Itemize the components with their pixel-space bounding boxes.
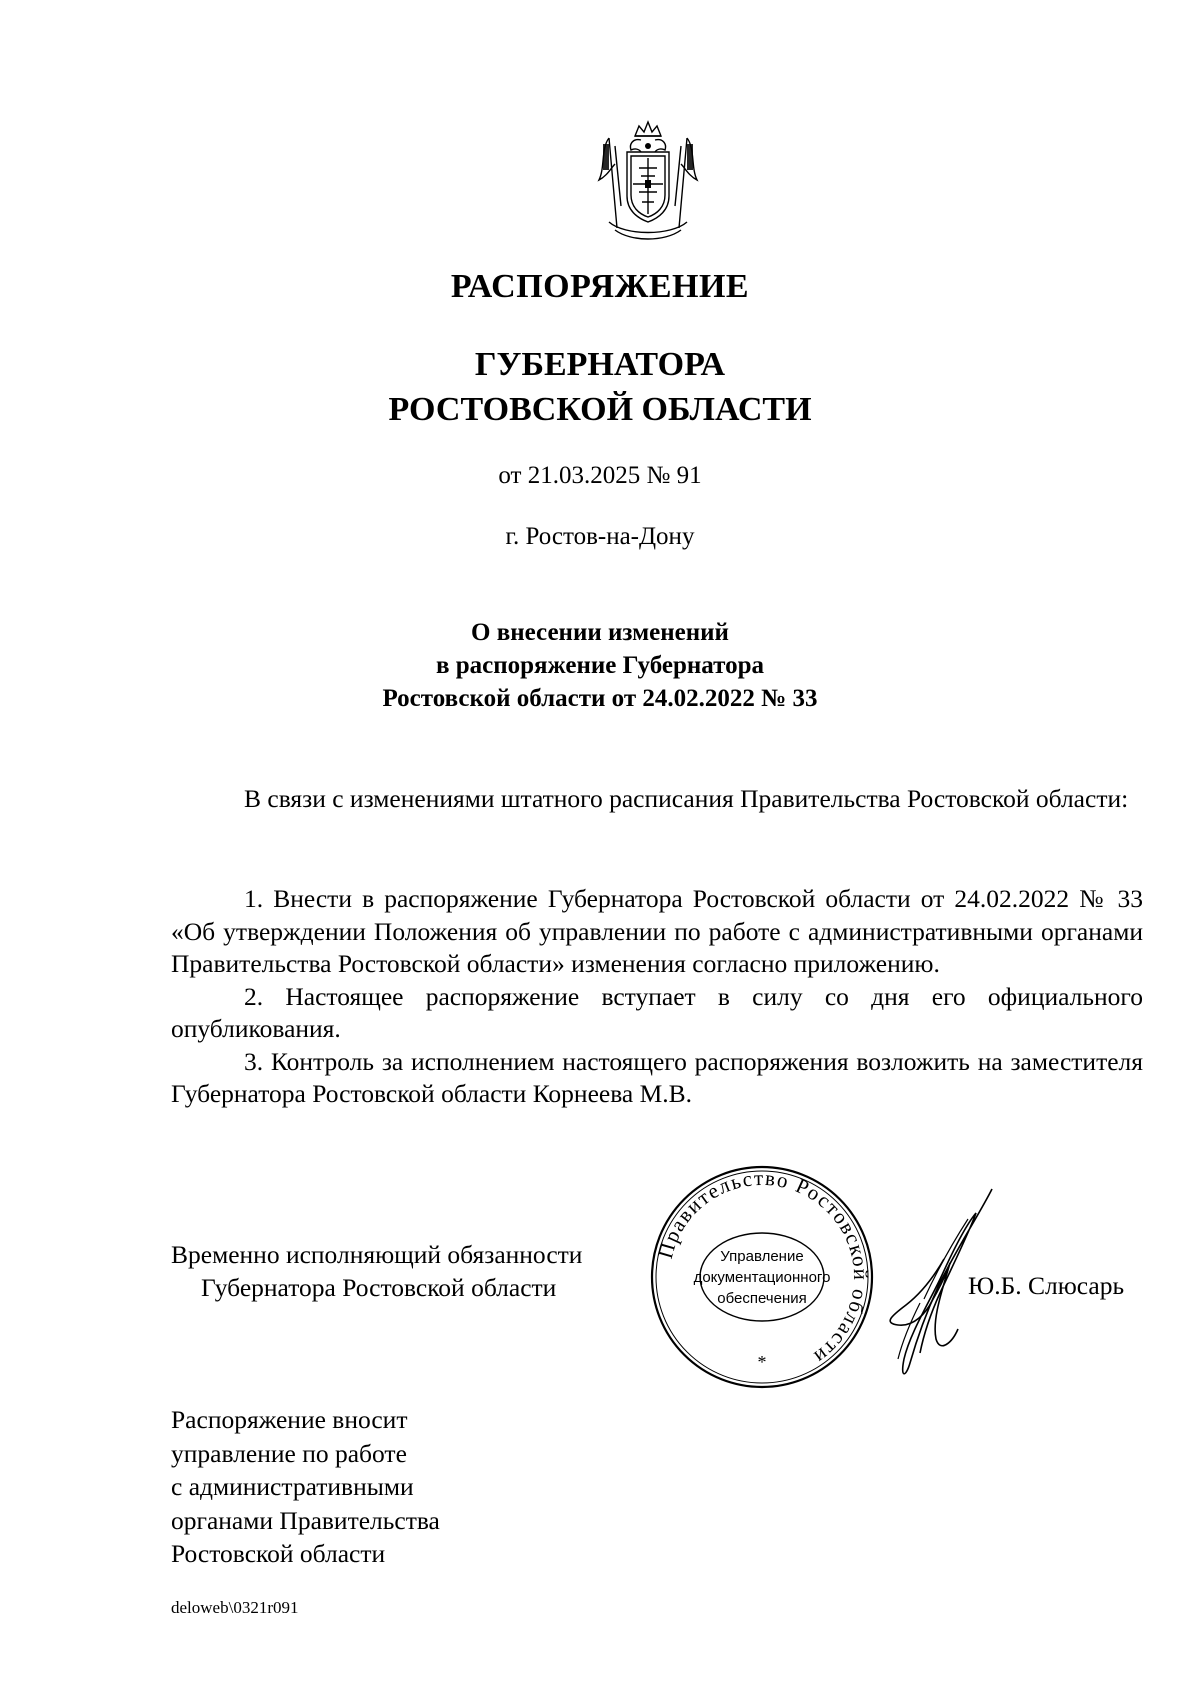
order-item-1: 1. Внести в распоряжение Губернатора Ростовской области от 24.02.2022 № 33 «Об утверждении Положения об управлении по работе с административными органами Правительства Ростовской области» изменения согласно приложению. [171, 884, 1143, 978]
signatory-position-line-2: Губернатора Ростовской области [201, 1273, 557, 1302]
order-item-3: 3. Контроль за исполнением настоящего распоряжения возложить на заместителя Губернатора Ростовской области Корнеева М.В. [171, 1046, 1143, 1108]
coat-of-arms-icon [595, 118, 701, 242]
svg-text:Правительство Ростовской облас [653, 1166, 873, 1370]
submitted-by-note [171, 1403, 440, 1571]
official-stamp [648, 1163, 876, 1391]
stamp-center-line-2: документационного [693, 1269, 831, 1286]
stamp-star: * [757, 1352, 767, 1372]
submitted-by-line-5: Ростовской области [171, 1539, 386, 1568]
submitted-by-line-2: управление по работе [171, 1438, 407, 1468]
submitted-by-line-3: с административными [171, 1472, 414, 1501]
stamp-center-line-3: обеспечения [717, 1290, 807, 1307]
submitted-by-line-1: Распоряжение вносит [171, 1405, 408, 1434]
stamp-ring-text: Правительство Ростовской области [652, 1165, 874, 1370]
subject-line-2: в распоряжение Губернатора [435, 652, 765, 679]
preamble [171, 783, 1143, 816]
subject-line-3: Ростовской области от 24.02.2022 № 33 [382, 685, 818, 712]
document-subject [0, 616, 1200, 715]
issuer-line-1: ГУБЕРНАТОРА [474, 346, 726, 383]
signatory-position-line-1: Временно исполняющий обязанности [171, 1240, 583, 1269]
stamp-center-line-1: Управление [720, 1248, 804, 1265]
document-city: г. Ростов-на-Дону [505, 523, 695, 550]
subject-line-1: О внесении изменений [471, 619, 729, 646]
document-date-number: от 21.03.2025 № 91 [498, 462, 702, 489]
order-item-2: 2. Настоящее распоряжение вступает в силу со дня его официального опубликования. [171, 981, 1143, 1043]
issuer-title [0, 342, 1200, 432]
signatory-position [171, 1238, 582, 1304]
submitted-by-line-4: органами Правительства [171, 1505, 440, 1535]
preamble-text: В связи с изменениями штатного расписания Правительства Ростовской области: [244, 784, 1129, 813]
document-type: РАСПОРЯЖЕНИЕ [450, 268, 750, 305]
order-items [171, 883, 1143, 1111]
issuer-line-2: РОСТОВСКОЙ ОБЛАСТИ [388, 391, 812, 428]
signatory-name: Ю.Б. Слюсарь [968, 1271, 1125, 1300]
document-file-code: deloweb\0321r091 [171, 1598, 299, 1617]
